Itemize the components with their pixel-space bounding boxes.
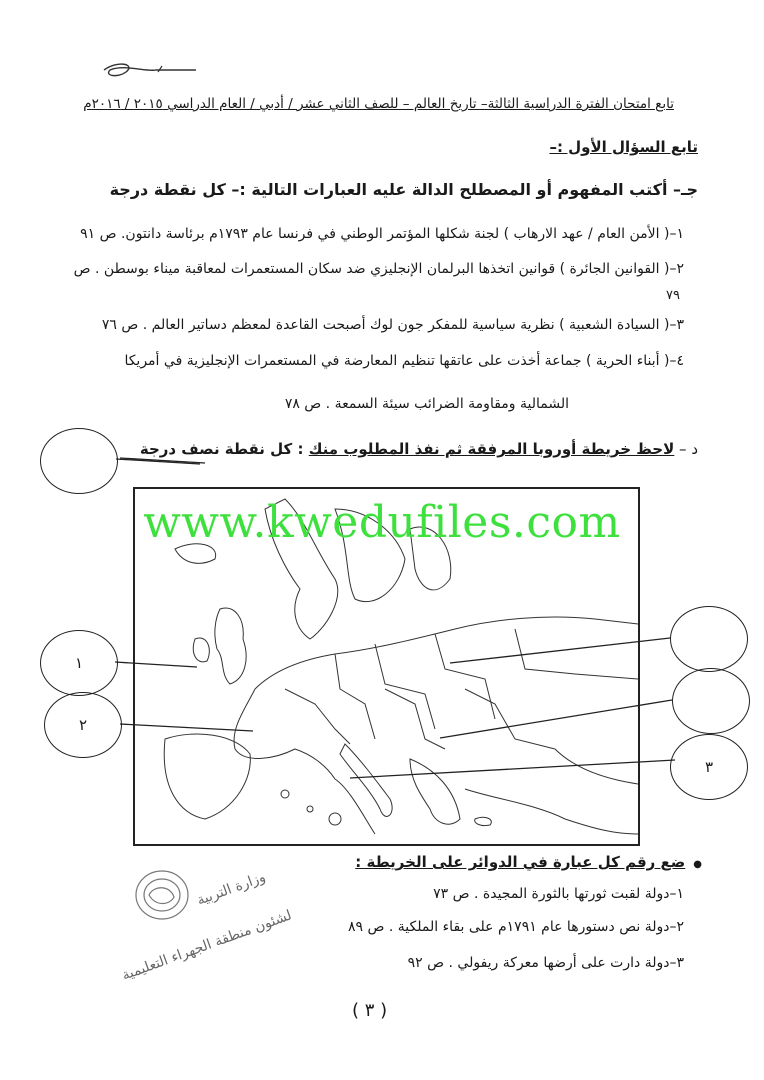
- section-j-item-3: ٣–( السيادة الشعبية ) نظرية سياسية للمفكر جون لوك أصبحت القاعدة لمعظم دساتير العالم . ص ٧٦: [101, 317, 684, 333]
- task-item-2: ٢–دولة نص دستورها عام ١٧٩١م على بقاء الملكية . ص ٨٩: [348, 919, 684, 935]
- map-circle-2[interactable]: [44, 692, 122, 758]
- page-number: ( ٣ ): [352, 1000, 388, 1021]
- bullet-icon: ●: [693, 859, 702, 870]
- section-d-prefix: د –: [674, 440, 698, 458]
- task-item-3: ٣–دولة دارت على أرضها معركة ريفولي . ص ٩٢: [407, 955, 684, 971]
- map-circle-russia[interactable]: [670, 606, 748, 672]
- stamp-text-top: وزارة التربية: [194, 869, 268, 909]
- stamp-text-bottom: لشئون منطقة الجهراء التعليمية: [119, 907, 294, 984]
- map-circle-1-label: ١: [74, 654, 84, 672]
- task-instruction: ضع رقم كل عبارة في الدوائر على الخريطة :: [355, 853, 686, 871]
- section-d-suffix: : كل نقطة نصف درجة: [139, 440, 309, 458]
- map-circle-2-label: ٢: [78, 716, 88, 734]
- map-circle-ukraine[interactable]: [672, 668, 750, 734]
- section-j-item-2-cont: ٧٩: [666, 288, 680, 303]
- section-j-item-1: ١–( الأمن العام / عهد الارهاب ) لجنة شكلها المؤتمر الوطني في فرنسا عام ١٧٩٣م برئاسة دانتون. ص ٩١: [80, 226, 684, 242]
- question-continuation: تابع السؤال الأول :–: [549, 138, 698, 156]
- ministry-stamp: [104, 855, 304, 1005]
- section-j-item-4: ٤–( أبناء الحرية ) جماعة أخذت على عاتقها تنظيم المعارضة في المستعمرات الإنجليزية في أمريكا: [124, 353, 684, 369]
- exam-title: تابع امتحان الفترة الدراسية الثالثة– تاريخ العالم – للصف الثاني عشر / أدبي / العام الدراسي ٢٠١٥ / ٢٠١٦م: [83, 96, 674, 112]
- section-j-heading: جـ– أكتب المفهوم أو المصطلح الدالة عليه العبارات التالية :– كل نقطة درجة: [109, 180, 698, 199]
- task-item-1: ١–دولة لقبت ثورتها بالثورة المجيدة . ص ٧٣: [433, 886, 684, 902]
- map-circle-spain[interactable]: [40, 428, 118, 494]
- map-circle-3[interactable]: [670, 734, 748, 800]
- section-j-item-2: ٢–( القوانين الجائرة ) قوانين اتخذها البرلمان الإنجليزي ضد سكان المستعمرات لمعاقبة ميناء بوسطن . ص: [73, 261, 684, 277]
- task-instruction-row: [355, 853, 702, 871]
- map-circle-3-label: ٣: [704, 758, 714, 776]
- section-j-item-4-cont: الشمالية ومقاومة الضرائب سيئة السمعة . ص ٧٨: [284, 396, 569, 412]
- section-d-heading-underlined: لاحظ خريطة أوروبا المرفقة ثم نفذ المطلوب منك: [308, 440, 675, 458]
- watermark: www.kwedufiles.com: [143, 497, 621, 548]
- map-circle-1[interactable]: [40, 630, 118, 696]
